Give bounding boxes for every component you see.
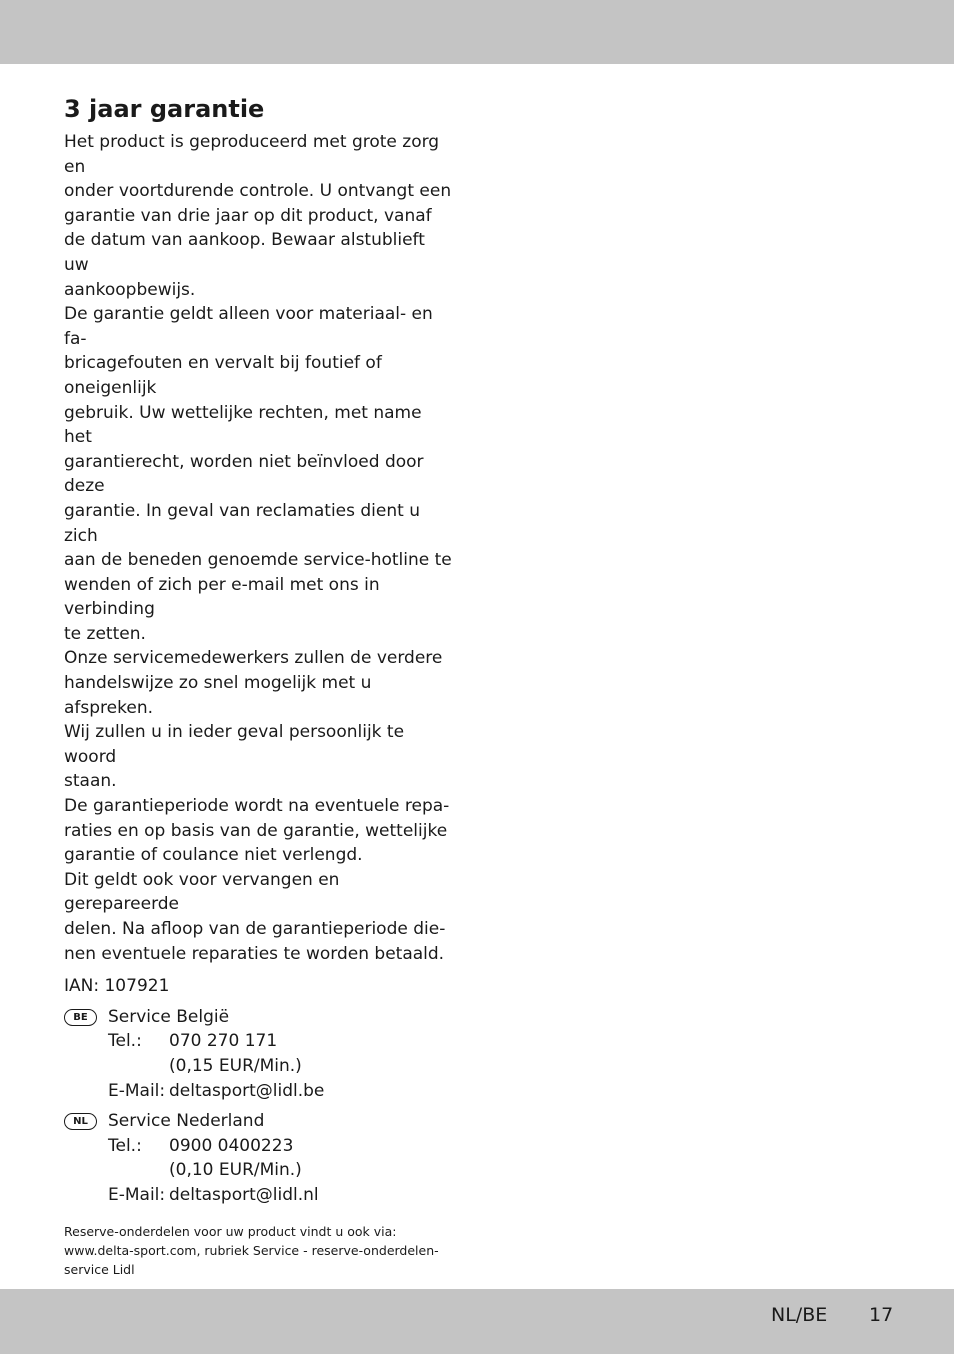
text-line: garantie. In geval van reclamaties dient u zich [64,500,420,546]
text-line: De garantie geldt alleen voor materiaal- en fa- [64,304,433,349]
email-address[interactable]: deltasport@lidl.nl [169,1184,319,1205]
service-name: Service Nederland [108,1111,265,1132]
spare-parts-link[interactable]: www.delta-sport.com, rubriek Service - reserve-onderdelen- [64,1242,439,1258]
warranty-paragraph-1 [64,130,454,302]
email-address[interactable]: deltasport@lidl.be [169,1080,325,1101]
tel-label: Tel.: [108,1135,142,1156]
text-line: Wij zullen u in ieder geval persoonlijk te woord [64,722,405,767]
text-line: de datum van aankoop. Bewaar alstublieft uw [64,230,425,275]
warranty-paragraph-5 [64,868,454,966]
warranty-section [64,92,454,1279]
nl-country-badge-icon: NL [64,1113,97,1130]
call-rate: (0,10 EUR/Min.) [169,1160,302,1181]
call-rate: (0,15 EUR/Min.) [169,1055,302,1076]
header-band [0,0,954,64]
text-line: onder voortdurende controle. U ontvangt een [64,181,452,202]
text-line: nen eventuele reparaties te worden betaald. [64,943,445,964]
tel-number[interactable]: 0900 0400223 [169,1135,294,1156]
text-line: handelswijze zo snel mogelijk met u afspreken. [64,673,372,718]
text-line: Reserve-onderdelen voor uw product vindt u ook via: [64,1223,397,1239]
text-line: delen. Na afloop van de garantieperiode die- [64,919,446,939]
text-line: raties en op basis van de garantie, wettelijke [64,820,448,841]
text-line: De garantieperiode wordt na eventuele repa- [64,796,450,817]
email-label: E-Mail: [108,1080,166,1101]
text-line: garantie of coulance niet verlengd. [64,845,363,866]
text-line: Het product is geproduceerd met grote zorg en [64,132,440,177]
service-netherlands [64,1109,454,1207]
warranty-paragraph-2 [64,302,454,646]
footer-language: NL/BE [771,1304,828,1326]
text-line: gebruik. Uw wettelijke rechten, met name het [64,402,422,448]
page-title: 3 jaar garantie [64,95,265,123]
service-belgium [64,1005,454,1103]
warranty-paragraph-3 [64,646,454,794]
text-line: aankoopbewijs. [64,279,196,300]
text-line: Onze servicemedewerkers zullen de verdere [64,648,443,669]
text-line: wenden of zich per e-mail met ons in verbinding [64,574,380,620]
spare-parts-note [64,1222,454,1279]
text-line: garantie van drie jaar op dit product, vanaf [64,205,432,226]
text-line: aan de beneden genoemde service-hotline te [64,550,452,571]
email-label: E-Mail: [108,1184,166,1205]
ian-number: IAN: 107921 [64,976,170,997]
be-country-badge-icon: BE [64,1009,97,1026]
tel-label: Tel.: [108,1031,142,1052]
tel-number[interactable]: 070 270 171 [169,1031,278,1052]
warranty-paragraph-4 [64,794,454,868]
text-line: bricagefouten en vervalt bij foutief of oneigenlijk [64,353,382,398]
text-line: staan. [64,771,117,792]
text-line: te zetten. [64,623,146,644]
text-line: Dit geldt ook voor vervangen en gerepareerde [64,869,340,915]
text-line: garantierecht, worden niet beïnvloed door deze [64,451,424,497]
service-name: Service België [108,1006,230,1027]
page-number: 17 [869,1304,894,1326]
text-line: service Lidl [64,1261,135,1277]
